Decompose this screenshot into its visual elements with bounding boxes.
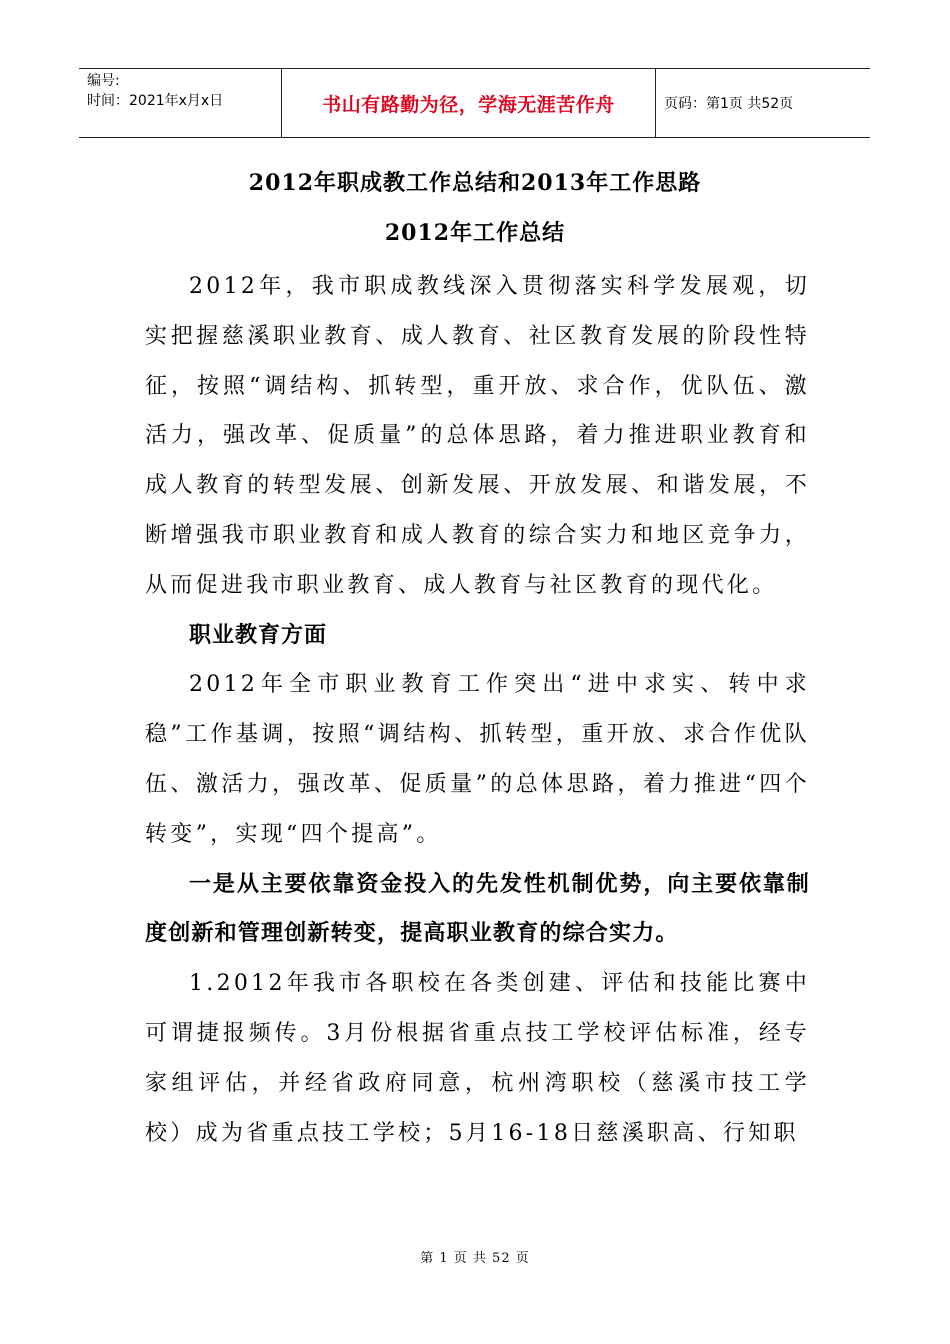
document-body	[145, 262, 810, 1158]
overview-paragraph: 2012年全市职业教育工作突出“进中求实、转中求稳”工作基调，按照“调结构、抓转型，重开放、求合作优队伍、激活力，强改革、促质量”的总体思路，着力推进“四个转变”，实现“四个提高”。	[145, 672, 810, 847]
header-table	[79, 68, 870, 138]
time-label: 时间：2021年x月x日	[87, 93, 224, 109]
motto-text: 书山有路勤为径，学海无涯苦作舟	[322, 93, 615, 116]
item-one-paragraph: 1.2012年我市各职校在各类创建、评估和技能比赛中可谓捷报频传。3月份根据省重点技工学校评估标准，经专家组评估，并经省政府同意，杭州湾职校（慈溪市技工学校）成为省重点技工学校；5月16-18日慈溪职高、行知职	[145, 971, 810, 1146]
page-info: 页码：第1页 共52页	[664, 96, 794, 112]
code-label: 编号:	[87, 73, 120, 89]
header-page-cell	[656, 69, 870, 137]
header-meta-cell	[79, 69, 282, 137]
section-heading: 职业教育方面	[189, 621, 328, 648]
document-title: 2012年职成教工作总结和2013年工作思路	[248, 170, 702, 196]
intro-paragraph: 2012年，我市职成教线深入贯彻落实科学发展观，切实把握慈溪职业教育、成人教育、社区教育发展的阶段性特征，按照“调结构、抓转型，重开放、求合作，优队伍、激活力，强改革、促质量”的总体思路，着力推进职业教育和成人教育的转型发展、创新发展、开放发展、和谐发展，不断增强我市职业教育和成人教育的综合实力和地区竞争力，从而促进我市职业教育、成人教育与社区教育的现代化。	[145, 274, 810, 598]
page-footer: 第 1 页 共 52 页	[420, 1251, 530, 1266]
point-one-heading: 一是从主要依靠资金投入的先发性机制优势，向主要依靠制度创新和管理创新转变，提高职业教育的综合实力。	[145, 870, 810, 947]
header-motto-cell	[282, 69, 656, 137]
document-subtitle: 2012年工作总结	[384, 220, 566, 246]
